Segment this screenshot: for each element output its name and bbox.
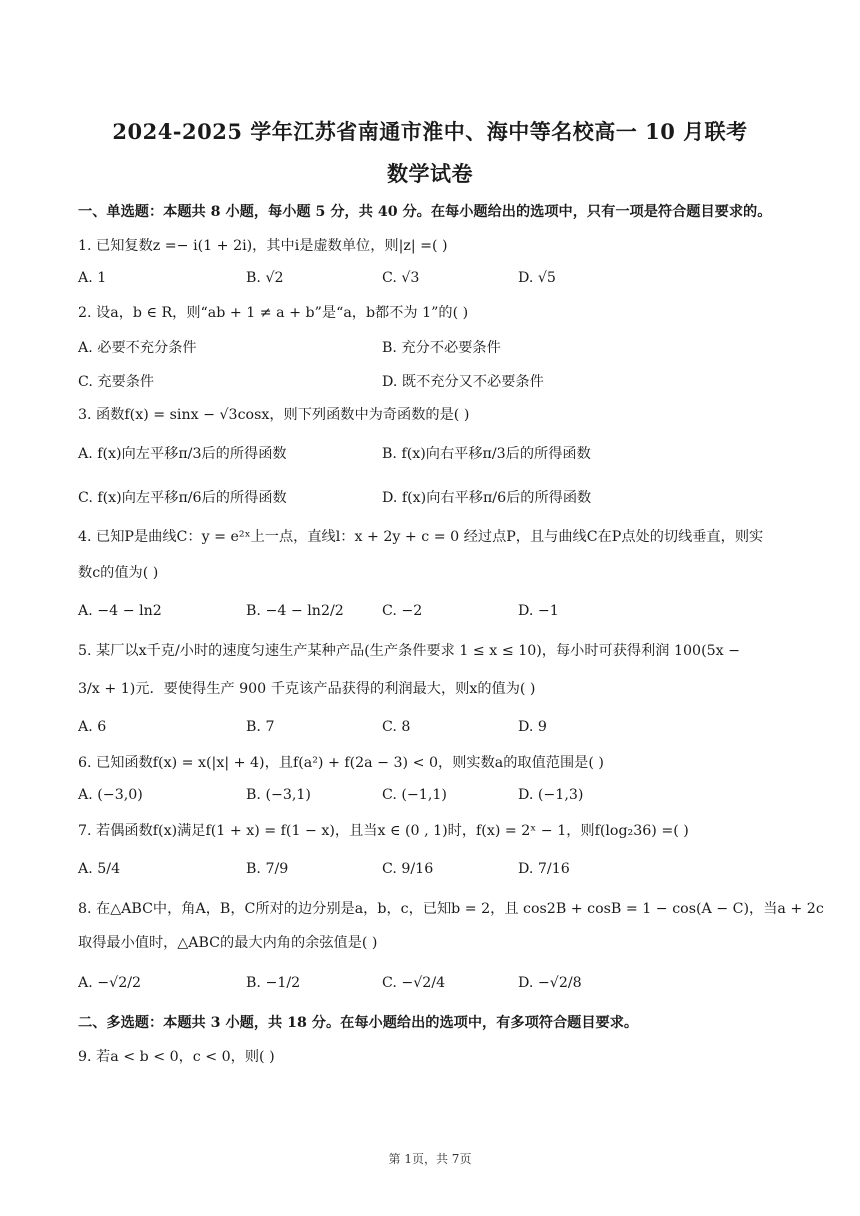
question-2-option-d: D. 既不充分又不必要条件 [382, 374, 544, 390]
question-7-option-c: C. 9/16 [382, 861, 434, 877]
question-6-option-d: D. (−1,3) [518, 787, 584, 803]
question-4-stem-line-2: 数c的值为( ) [78, 565, 159, 581]
question-8-option-c: C. −√2/4 [382, 975, 446, 991]
page-footer: 第 1页，共 7页 [388, 1152, 472, 1166]
section-single-choice: 一、单选题：本题共 8 小题，每小题 5 分，共 40 分。在每小题给出的选项中，只有一项是符合题目要求的。 [78, 204, 772, 220]
question-1-stem: 1. 已知复数z =− i(1 + 2i)，其中i是虚数单位，则|z| =( ) [78, 238, 448, 254]
question-1-option-d: D. √5 [518, 270, 556, 286]
question-2-option-c: C. 充要条件 [78, 374, 155, 390]
question-1-option-b: B. √2 [246, 270, 284, 286]
question-3-option-a: A. f(x)向左平移π/3后的所得函数 [78, 446, 287, 462]
question-4-option-d: D. −1 [518, 603, 559, 619]
section-multi-choice: 二、多选题：本题共 3 小题，共 18 分。在每小题给出的选项中，有多项符合题目要求。 [78, 1015, 639, 1031]
question-5-option-c: C. 8 [382, 719, 411, 735]
question-7-option-a: A. 5/4 [78, 861, 121, 877]
question-7-option-d: D. 7/16 [518, 861, 570, 877]
question-6-option-c: C. (−1,1) [382, 787, 447, 803]
question-1-option-c: C. √3 [382, 270, 420, 286]
question-8-stem-line-1: 8. 在△ABC中，角A，B，C所对的边分别是a，b，c，已知b = 2，且 cos2B + cosB = 1 − cos(A − C)，当a + 2c [78, 901, 824, 917]
question-6-option-a: A. (−3,0) [78, 787, 143, 803]
question-5-option-a: A. 6 [78, 719, 107, 735]
question-7-option-b: B. 7/9 [246, 861, 289, 877]
question-5-stem-line-2: 3/x + 1)元．要使得生产 900 千克该产品获得的利润最大，则x的值为( ) [78, 681, 536, 697]
question-3-option-c: C. f(x)向左平移π/6后的所得函数 [78, 490, 287, 506]
question-4-option-a: A. −4 − ln2 [78, 603, 162, 619]
question-9-stem: 9. 若a < b < 0，c < 0，则( ) [78, 1049, 275, 1065]
question-3-stem: 3. 函数f(x) = sinx − √3cosx，则下列函数中为奇函数的是( ) [78, 407, 470, 423]
question-6-option-b: B. (−3,1) [246, 787, 311, 803]
question-1-option-a: A. 1 [78, 270, 107, 286]
page-subtitle: 数学试卷 [387, 161, 473, 186]
question-8-stem-line-2: 取得最小值时，△ABC的最大内角的余弦值是( ) [78, 935, 378, 951]
question-2-option-b: B. 充分不必要条件 [382, 340, 501, 356]
question-3-option-d: D. f(x)向右平移π/6后的所得函数 [382, 490, 592, 506]
question-7-stem: 7. 若偶函数f(x)满足f(1 + x) = f(1 − x)，且当x ∈ (0 , 1)时，f(x) = 2ˣ − 1，则f(log₂36) =( ) [78, 823, 689, 839]
question-8-option-b: B. −1/2 [246, 975, 301, 991]
question-4-stem-line-1: 4. 已知P是曲线C：y = e²ˣ上一点，直线l：x + 2y + c = 0 经过点P，且与曲线C在P点处的切线垂直，则实 [78, 529, 764, 545]
question-5-option-b: B. 7 [246, 719, 275, 735]
question-2-stem: 2. 设a，b ∈ R，则“ab + 1 ≠ a + b”是“a，b都不为 1”的( ) [78, 305, 469, 321]
question-6-stem: 6. 已知函数f(x) = x(|x| + 4)，且f(a²) + f(2a − 3) < 0，则实数a的取值范围是( ) [78, 755, 604, 771]
question-8-option-d: D. −√2/8 [518, 975, 582, 991]
page-title: 2024-2025 学年江苏省南通市淮中、海中等名校高一 10 月联考 [112, 119, 748, 144]
question-8-option-a: A. −√2/2 [78, 975, 142, 991]
question-4-option-c: C. −2 [382, 603, 423, 619]
question-4-option-b: B. −4 − ln2/2 [246, 603, 344, 619]
question-2-option-a: A. 必要不充分条件 [78, 340, 197, 356]
question-3-option-b: B. f(x)向右平移π/3后的所得函数 [382, 446, 591, 462]
question-5-option-d: D. 9 [518, 719, 547, 735]
question-5-stem-line-1: 5. 某厂以x千克/小时的速度匀速生产某种产品(生产条件要求 1 ≤ x ≤ 10)，每小时可获得利润 100(5x − [78, 643, 741, 659]
